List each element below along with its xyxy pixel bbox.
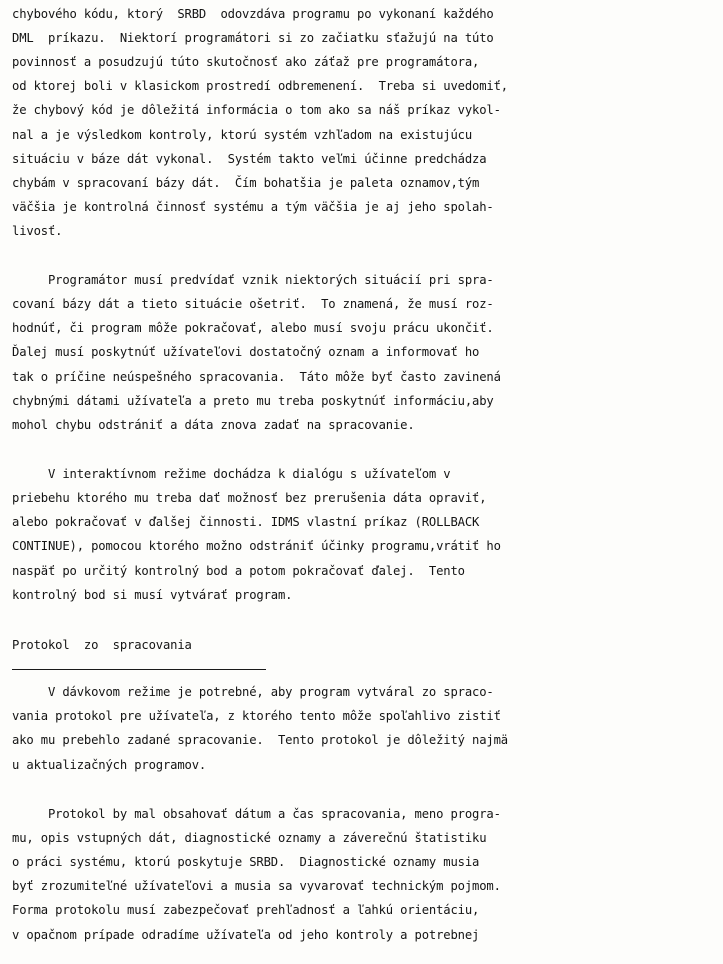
text-line: že chybový kód je dôležitá informácia o tom ako sa náš príkaz vykol- [12,103,501,117]
text-line: alebo pokračovať v ďalšej činnosti. IDMS vlastní príkaz (ROLLBACK [12,515,480,529]
text-line: mohol chybu odstrániť a dáta znova zadať na spracovanie. [12,418,415,432]
text-line: Protokol by mal obsahovať dátum a čas spracovania, meno progra- [12,807,501,821]
text-line: chybám v spracovaní bázy dát. Čím bohatšia je paleta oznamov,tým [12,176,480,190]
text-line: nal a je výsledkom kontroly, ktorú systém vzhľadom na existujúcu [12,128,472,142]
text-line: v opačnom prípade odradíme užívateľa od jeho kontroly a potrebnej [12,928,480,942]
text-line: väčšia je kontrolná činnosť systému a tým väčšia je aj jeho spolah- [12,200,494,214]
text-line: DML príkazu. Niektorí programátori si zo začiatku sťažujú na túto [12,31,494,45]
text-line: chybového kódu, ktorý SRBD odovzdáva programu po vykonaní každého [12,7,494,21]
text-line: vania protokol pre užívateľa, z ktorého tento môže spoľahlivo zistiť [12,709,501,723]
text-line: hodnúť, či program môže pokračovať, alebo musí svoju prácu ukončiť. [12,321,494,335]
text-line: situáciu v báze dát vykonal. Systém takto veľmi účinne predchádza [12,152,487,166]
text-line: V interaktívnom režime dochádza k dialógu s užívateľom v [12,467,451,481]
text-line: livosť. [12,224,63,238]
text-line: ako mu prebehlo zadané spracovanie. Tento protokol je dôležitý najmä [12,733,508,747]
text-line: povinnosť a posudzujú túto skutočnosť ako záťaž pre programátora, [12,55,480,69]
text-line: tak o príčine neúspešného spracovania. Táto môže byť často zavinená [12,370,501,384]
section-heading: Protokol zo spracovania [12,638,192,652]
text-line: chybnými dátami užívateľa a preto mu treba poskytnúť informáciu,aby [12,394,494,408]
text-line: kontrolný bod si musí vytvárať program. [12,588,293,602]
text-line: byť zrozumiteľné užívateľovi a musia sa vyvarovať technickým pojmom. [12,879,501,893]
text-line: V dávkovom režime je potrebné, aby program vytváral zo spraco- [12,685,494,699]
text-line: u aktualizačných programov. [12,758,207,772]
text-line: priebehu ktorého mu treba dať možnosť bez prerušenia dáta opraviť, [12,491,487,505]
text-line: Programátor musí predvídať vznik niektorých situácií pri spra- [12,273,494,287]
text-line: mu, opis vstupných dát, diagnostické oznamy a záverečnú štatistiku [12,831,487,845]
text-line: CONTINUE), pomocou ktorého možno odstrániť účinky programu,vrátiť ho [12,539,501,553]
text-line: Ďalej musí poskytnúť užívateľovi dostatočný oznam a informovať ho [12,345,480,359]
text-line: od ktorej boli v klasickom prostredí odbremenení. Treba si uvedomiť, [12,79,508,93]
text-line: Forma protokolu musí zabezpečovať prehľadnosť a ľahkú orientáciu, [12,903,480,917]
text-line: naspäť po určitý kontrolný bod a potom pokračovať ďalej. Tento [12,564,465,578]
heading-underline [12,669,266,670]
text-line: o práci systému, ktorú poskytuje SRBD. Diagnostické oznamy musia [12,855,480,869]
text-line: covaní bázy dát a tieto situácie ošetriť. To znamená, že musí roz- [12,297,494,311]
